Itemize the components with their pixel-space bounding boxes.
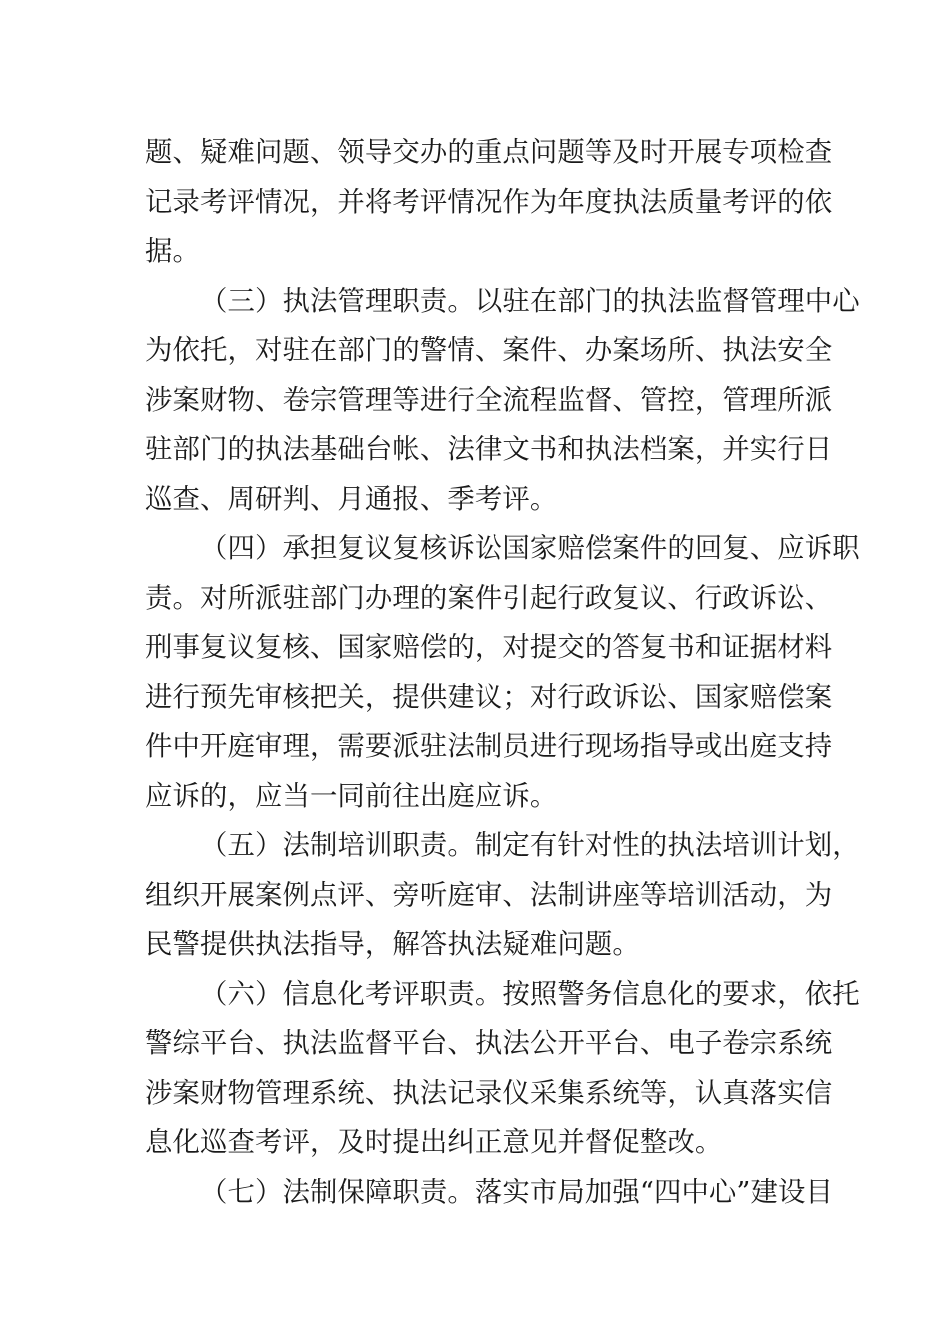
- text-line: 据。: [145, 236, 200, 267]
- text-line: 息化巡查考评，及时提出纠正意见并督促整改。: [145, 1127, 723, 1158]
- text-line: 组织开展案例点评、旁听庭审、法制讲座等培训活动，为: [145, 879, 833, 911]
- paragraph-heading-line: （三）执法管理职责。以驻在部门的执法监督管理中心: [200, 285, 860, 317]
- paragraph-heading-line: （四）承担复议复核诉讼国家赔偿案件的回复、应诉职: [200, 533, 860, 564]
- text-line: 警综平台、执法监督平台、执法公开平台、电子卷宗系统: [145, 1028, 833, 1059]
- paragraph-heading-line: （六）信息化考评职责。按照警务信息化的要求，依托: [200, 978, 860, 1010]
- text-line: 题、疑难问题、领导交办的重点问题等及时开展专项检查: [145, 137, 833, 168]
- text-line: 件中开庭审理，需要派驻法制员进行现场指导或出庭支持: [145, 731, 833, 762]
- text-line: 巡查、周研判、月通报、季考评。: [145, 483, 558, 515]
- text-line: 进行预先审核把关，提供建议；对行政诉讼、国家赔偿案: [145, 681, 833, 713]
- body-text: [145, 128, 860, 1217]
- text-line: 涉案财物管理系统、执法记录仪采集系统等，认真落实信: [145, 1077, 833, 1109]
- text-line: 涉案财物、卷宗管理等进行全流程监督、管控，管理所派: [145, 384, 833, 416]
- text-line: 驻部门的执法基础台帐、法律文书和执法档案，并实行日: [145, 434, 833, 465]
- paragraph-heading-line: （五）法制培训职责。制定有针对性的执法培训计划，: [200, 830, 860, 861]
- text-line: 记录考评情况，并将考评情况作为年度执法质量考评的依: [145, 186, 833, 218]
- text-line: 民警提供执法指导，解答执法疑难问题。: [145, 929, 640, 960]
- text-line: 刑事复议复核、国家赔偿的，对提交的答复书和证据材料: [145, 632, 833, 663]
- text-line: 责。对所派驻部门办理的案件引起行政复议、行政诉讼、: [145, 582, 833, 614]
- text-line: 应诉的，应当一同前往出庭应诉。: [145, 780, 558, 812]
- paragraph-heading-line: （七）法制保障职责。落实市局加强“四中心”建设目: [200, 1176, 834, 1208]
- text-line: 为依托，对驻在部门的警情、案件、办案场所、执法安全: [145, 335, 833, 366]
